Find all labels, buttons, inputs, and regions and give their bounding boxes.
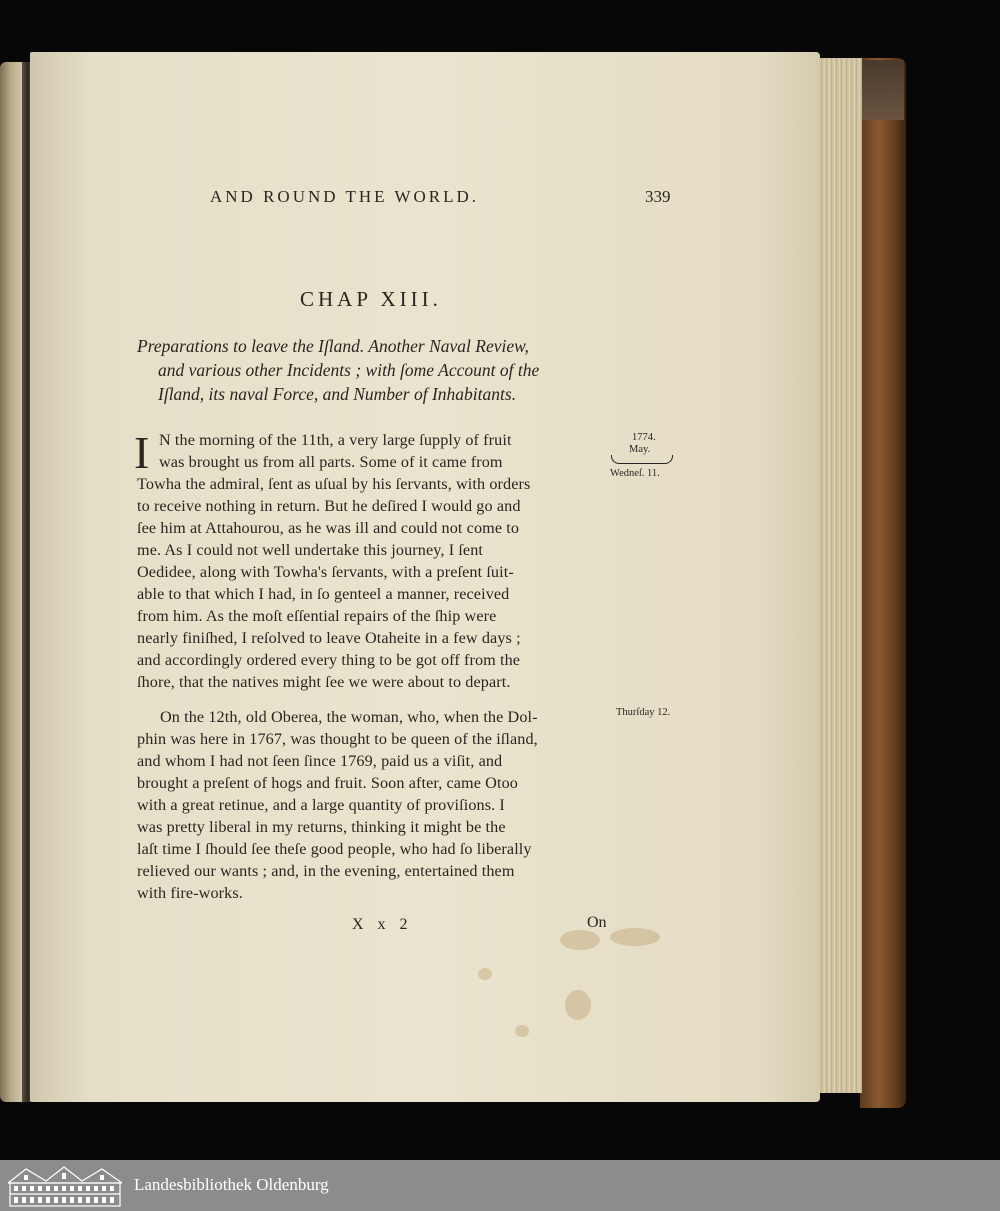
paragraph-line: nearly finiſhed, I reſolved to leave Otaheite in a few days ; [137, 629, 521, 647]
foxing-stain [560, 930, 600, 950]
paragraph-line: On the 12th, old Oberea, the woman, who, when the Dol- [160, 708, 538, 726]
foxing-stain [515, 1025, 529, 1037]
paragraph-line: and whom I had not ſeen ſince 1769, paid us a viſit, and [137, 752, 503, 770]
paragraph-line: Oedidee, along with Towha's ſervants, with a preſent ſuit- [137, 563, 514, 581]
chapter-title: CHAP XIII. [300, 287, 442, 311]
paragraph-line: was pretty liberal in my returns, thinking it might be the [137, 818, 506, 836]
book-cover-edge [860, 58, 906, 1108]
paragraph-line: phin was here in 1767, was thought to be queen of the iſland, [137, 730, 538, 748]
library-building-logo-icon [6, 1163, 124, 1208]
signature-mark: X x 2 [352, 916, 413, 933]
paragraph-line: able to that which I had, in ſo genteel a manner, received [137, 585, 510, 603]
paragraph-line: to receive nothing in return. But he deſired I would go and [137, 497, 521, 515]
paragraph-line: N the morning of the 11th, a very large ſupply of fruit [159, 431, 512, 449]
margin-year: 1774. [632, 432, 656, 443]
chapter-summary-line: Iſland, its naval Force, and Number of Inhabitants. [158, 384, 517, 404]
paragraph-line: from him. As the moſt eſſential repairs of the ſhip were [137, 607, 497, 625]
foxing-stain [478, 968, 492, 980]
paragraph-line: ſhore, that the natives might ſee we were about to depart. [137, 673, 511, 691]
paragraph-line: and accordingly ordered every thing to be got off from the [137, 651, 521, 669]
library-name: Landesbibliothek Oldenburg [134, 1175, 329, 1194]
foxing-stain [610, 928, 660, 946]
paragraph-line: brought a preſent of hogs and fruit. Soon after, came Otoo [137, 774, 518, 792]
chapter-summary-line: Preparations to leave the Iſland. Another Naval Review, [137, 336, 529, 356]
foxing-stain [565, 990, 591, 1020]
paragraph-line: laſt time I ſhould ſee theſe good people, who had ſo liberally [137, 840, 532, 858]
paragraph-line: me. As I could not well undertake this journey, I ſent [137, 541, 484, 559]
paragraph-line: was brought us from all parts. Some of it came from [159, 453, 503, 471]
page-number: 339 [645, 187, 671, 206]
page-edges [818, 58, 862, 1093]
drop-cap: I [134, 427, 150, 478]
running-head: AND ROUND THE WORLD. [210, 187, 480, 206]
margin-month: May. [629, 444, 651, 455]
margin-brace [611, 455, 673, 464]
paragraph-line: with a great retinue, and a large quantity of proviſions. I [137, 796, 505, 814]
book-cover-top [862, 60, 904, 120]
paragraph-line: Towha the admiral, ſent as uſual by his ſervants, with orders [137, 475, 531, 493]
margin-date: Thurſday 12. [616, 707, 671, 718]
catchword: On [587, 914, 607, 931]
paragraph-line: ſee him at Attahourou, as he was ill and could not come to [137, 519, 520, 537]
chapter-summary-line: and various other Incidents ; with ſome Account of the [158, 360, 540, 380]
margin-date: Wedneſ. 11. [610, 468, 660, 479]
paragraph-line: with fire-works. [137, 884, 243, 902]
paragraph-line: relieved our wants ; and, in the evening, entertained them [137, 862, 515, 880]
